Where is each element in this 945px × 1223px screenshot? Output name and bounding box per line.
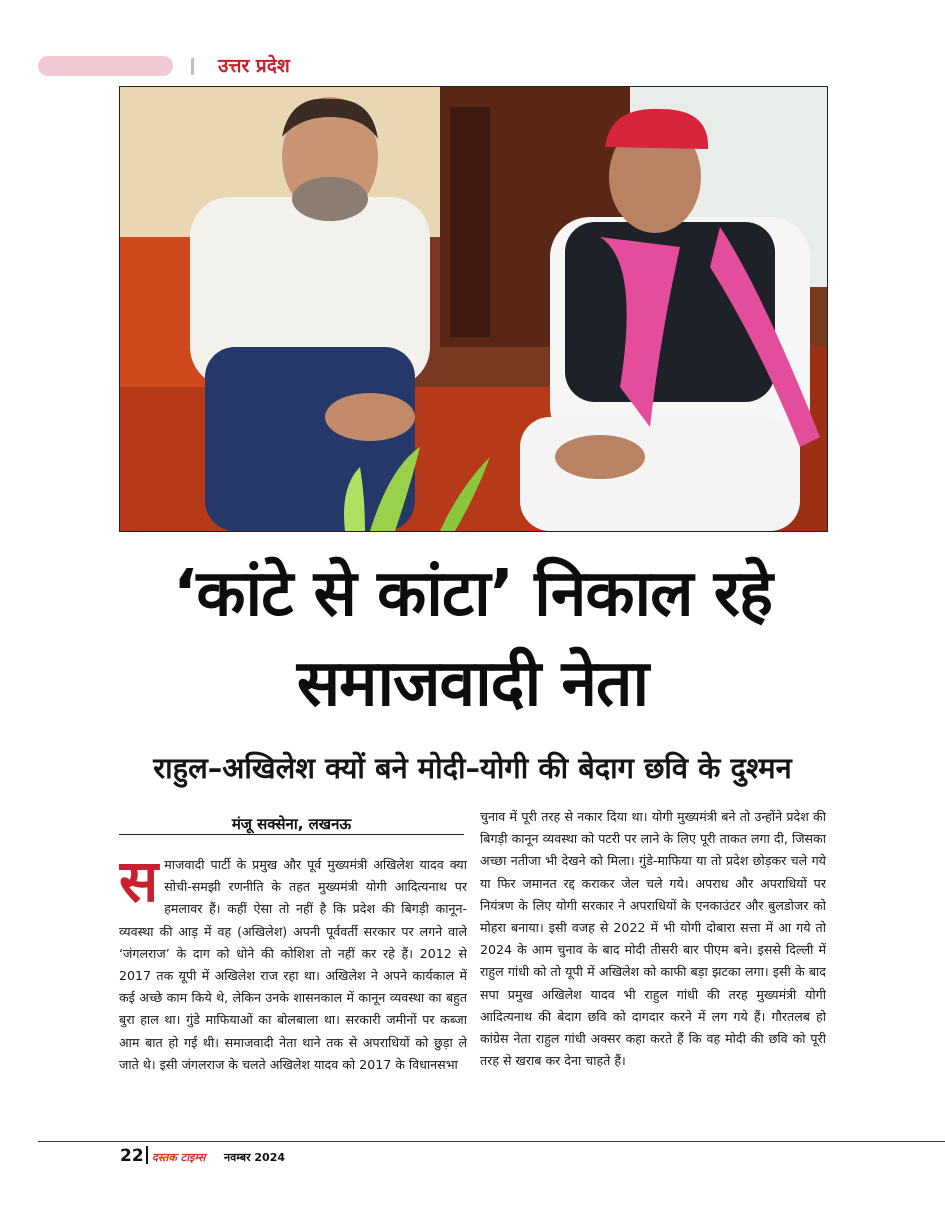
column-1-text: माजवादी पार्टी के प्रमुख और पूर्व मुख्यमंत्री अखिलेश यादव क्या सोची-समझी रणनीति के तहत मुख्यमंत्री योगी आदित्यनाथ पर हमलावर हैं। कहीं ऐसा तो नहीं है कि प्रदेश की बिगड़ी कानून-व्यवस्था की आड़ में वह (अखिलेश) अपनी पूर्ववर्ती सरकार पर लगने वाले ‘जंगलराज’ के दाग को धोने की कोशिश तो नहीं कर रहे हैं। 2012 से 2017 तक यूपी में अखिलेश राज रहा था। अखिलेश ने अपने कार्यकाल में कई अच्छे काम किये थे, लेकिन उनके शासनकाल में कानून व्यवस्था का बहुत बुरा हाल था। गुंडे माफियाओं का बोलबाला था। सरकारी जमीनों पर कब्जा आम बात हो गई थी। समाजवादी नेता थाने तक से अपराधियों को छुड़ा ले जाते थे। इसी जंगलराज के चलते अखिलेश यादव को 2017 के विधानसभा <box>119 857 467 1072</box>
subheadline: राहुल–अखिलेश क्यों बने मोदी–योगी की बेदाग छवि के दुश्मन <box>153 751 792 785</box>
article-column-2 <box>480 806 826 1112</box>
issue-month: नवम्बर 2024 <box>224 1151 286 1164</box>
section-label: उत्तर प्रदेश <box>218 55 290 77</box>
page-number: 22 <box>120 1146 144 1166</box>
section-divider <box>191 58 194 75</box>
magazine-logo: दस्तक टाइम्स <box>152 1151 206 1164</box>
footer-divider <box>38 1141 945 1142</box>
section-pill-decoration <box>38 56 173 76</box>
drop-cap: स <box>119 854 159 915</box>
lead-photo <box>119 86 828 532</box>
column-2-text: चुनाव में पूरी तरह से नकार दिया था। योगी मुख्यमंत्री बने तो उन्होंने प्रदेश की बिगड़ी कानून व्यवस्था को पटरी पर लाने के लिए पूरी ताकत लगा दी, जिसका अच्छा नतीजा भी देखने को मिला। गुंडे-माफिया या तो प्रदेश छोड़कर चले गये या फिर जमानत रद्द कराकर जेल चले गये। अपराध और अपराधियों पर नियंत्रण के लिए योगी सरकार ने अपराधियों के एनकाउंटर और बुलडोजर को मोहरा बनाया। इसी वजह से 2022 में भी योगी दोबारा सत्ता में आ गये तो 2024 के आम चुनाव के बाद मोदी तीसरी बार पीएम बने। इससे दिल्ली में राहुल गांधी को तो यूपी में अखिलेश को काफी बड़ा झटका लगा। इसी के बाद सपा प्रमुख अखिलेश यादव भी राहुल गांधी की तरह मुख्यमंत्री योगी आदित्यनाथ की बेदाग छवि को दागदार करने में लग गये हैं। गौरतलब हो कांग्रेस नेता राहुल गांधी अक्सर कहा करते हैं कि वह मोदी की छवि को पूरी तरह से खराब कर देना चाहते हैं। <box>480 809 826 1069</box>
byline: मंजू सक्सेना, लखनऊ <box>231 815 352 833</box>
byline-divider <box>119 834 464 835</box>
headline-line-2: समाजवादी नेता <box>296 647 649 721</box>
article-column-1 <box>119 854 467 1112</box>
photo-two-leaders-seated-icon <box>120 87 827 531</box>
footer-separator <box>146 1146 148 1164</box>
headline-line-1: ‘कांटे से कांटा’ निकाल रहे <box>173 557 772 631</box>
